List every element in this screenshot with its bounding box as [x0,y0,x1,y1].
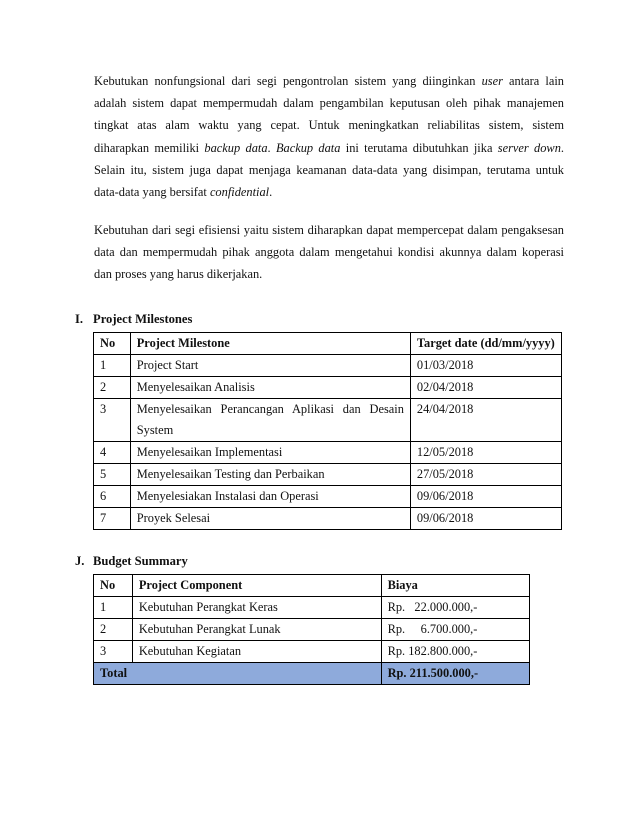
cell-milestone: Proyek Selesai [130,508,410,530]
column-header-no: No [94,333,131,355]
text-run-italic: user [481,74,503,88]
column-header-target-date: Target date (dd/mm/yyyy) [410,333,561,355]
cell-date: 27/05/2018 [410,464,561,486]
budget-table [93,574,530,685]
text-run-italic: backup data [204,140,268,155]
cell-milestone [130,399,410,442]
cell-no: 7 [94,508,131,530]
section-heading-budget [75,554,188,569]
cell-no: 3 [94,641,133,663]
table-header-row [94,333,562,355]
milestone-line: System [136,423,174,437]
cell-cost: Rp. 6.700.000,- [381,619,529,641]
section-title: Budget Summary [93,554,188,568]
cell-no: 6 [94,486,131,508]
table-row [94,619,530,641]
section-number: J. [75,554,85,568]
cell-milestone: Project Start [130,355,410,377]
table-row [94,486,562,508]
cell-component: Kebutuhan Perangkat Keras [132,597,381,619]
text-run-italic: confidential [209,185,270,200]
section-heading-milestones [75,312,192,327]
table-row [94,464,562,486]
cell-cost: Rp. 22.000.000,- [381,597,529,619]
paragraph-nonfunctional-control [94,70,564,203]
cell-component: Kebutuhan Kegiatan [132,641,381,663]
table-row [94,597,530,619]
total-cost: Rp. 211.500.000,- [381,663,529,685]
paragraph-efficiency: Kebutuhan dari segi efisiensi yaitu sistem diharapkan dapat mempercepat dalam pengaksesan data dan mempermudah pihak anggota dalam mengetahui kondisi akunnya dalam koperasi dan proses yang harus dikerjakan. [94,223,564,282]
column-header-component: Project Component [132,575,381,597]
table-row [94,442,562,464]
table-row [94,355,562,377]
text-run: . [267,140,276,155]
milestones-table [93,332,562,530]
cell-date: 12/05/2018 [410,442,561,464]
cell-milestone: Menyelesiakan Instalasi dan Operasi [130,486,410,508]
column-header-milestone: Project Milestone [130,333,410,355]
section-number: I. [75,312,84,326]
cell-date: 09/06/2018 [410,508,561,530]
cell-date: 02/04/2018 [410,377,561,399]
cell-milestone: Menyelesaikan Testing dan Perbaikan [130,464,410,486]
text-run: ini terutama dibutuhkan jika [340,140,498,155]
cell-date: 24/04/2018 [410,399,561,442]
cell-no: 2 [94,377,131,399]
text-run: . Selain itu, sistem juga dapat menjaga keamanan data-data yang disimpan, terutama untuk data-data yang bersifat [94,140,564,200]
table-row [94,641,530,663]
total-label: Total [94,663,382,685]
cell-no: 1 [94,355,131,377]
table-row [94,399,562,442]
cell-milestone: Menyelesaikan Implementasi [130,442,410,464]
text-run: antara lain adalah sistem dapat mempermudah dalam pengambilan keputusan oleh pihak manajemen tingkat atas alam waktu yang cepat. Untuk meningkatkan reliabilitas sistem, sistem diharapkan memiliki [94,74,564,155]
cell-date: 09/06/2018 [410,486,561,508]
cell-milestone: Menyelesaikan Analisis [130,377,410,399]
cell-cost: Rp. 182.800.000,- [381,641,529,663]
text-run: . [269,185,273,200]
column-header-cost: Biaya [381,575,529,597]
section-title: Project Milestones [93,312,193,326]
cell-no: 3 [94,399,131,442]
cell-no: 1 [94,597,133,619]
text-run-italic: Backup data [275,140,341,155]
column-header-no: No [94,575,133,597]
text-run: Kebutukan nonfungsional dari segi pengontrolan sistem yang diinginkan [94,74,482,88]
cell-date: 01/03/2018 [410,355,561,377]
cell-no: 5 [94,464,131,486]
table-header-row [94,575,530,597]
cell-component: Kebutuhan Perangkat Lunak [132,619,381,641]
total-row [94,663,530,685]
text-run-italic: server down [497,140,561,155]
table-row [94,508,562,530]
table-row [94,377,562,399]
cell-no: 4 [94,442,131,464]
milestone-line: Menyelesaikan Perancangan Aplikasi dan Desain [136,402,404,416]
cell-no: 2 [94,619,133,641]
